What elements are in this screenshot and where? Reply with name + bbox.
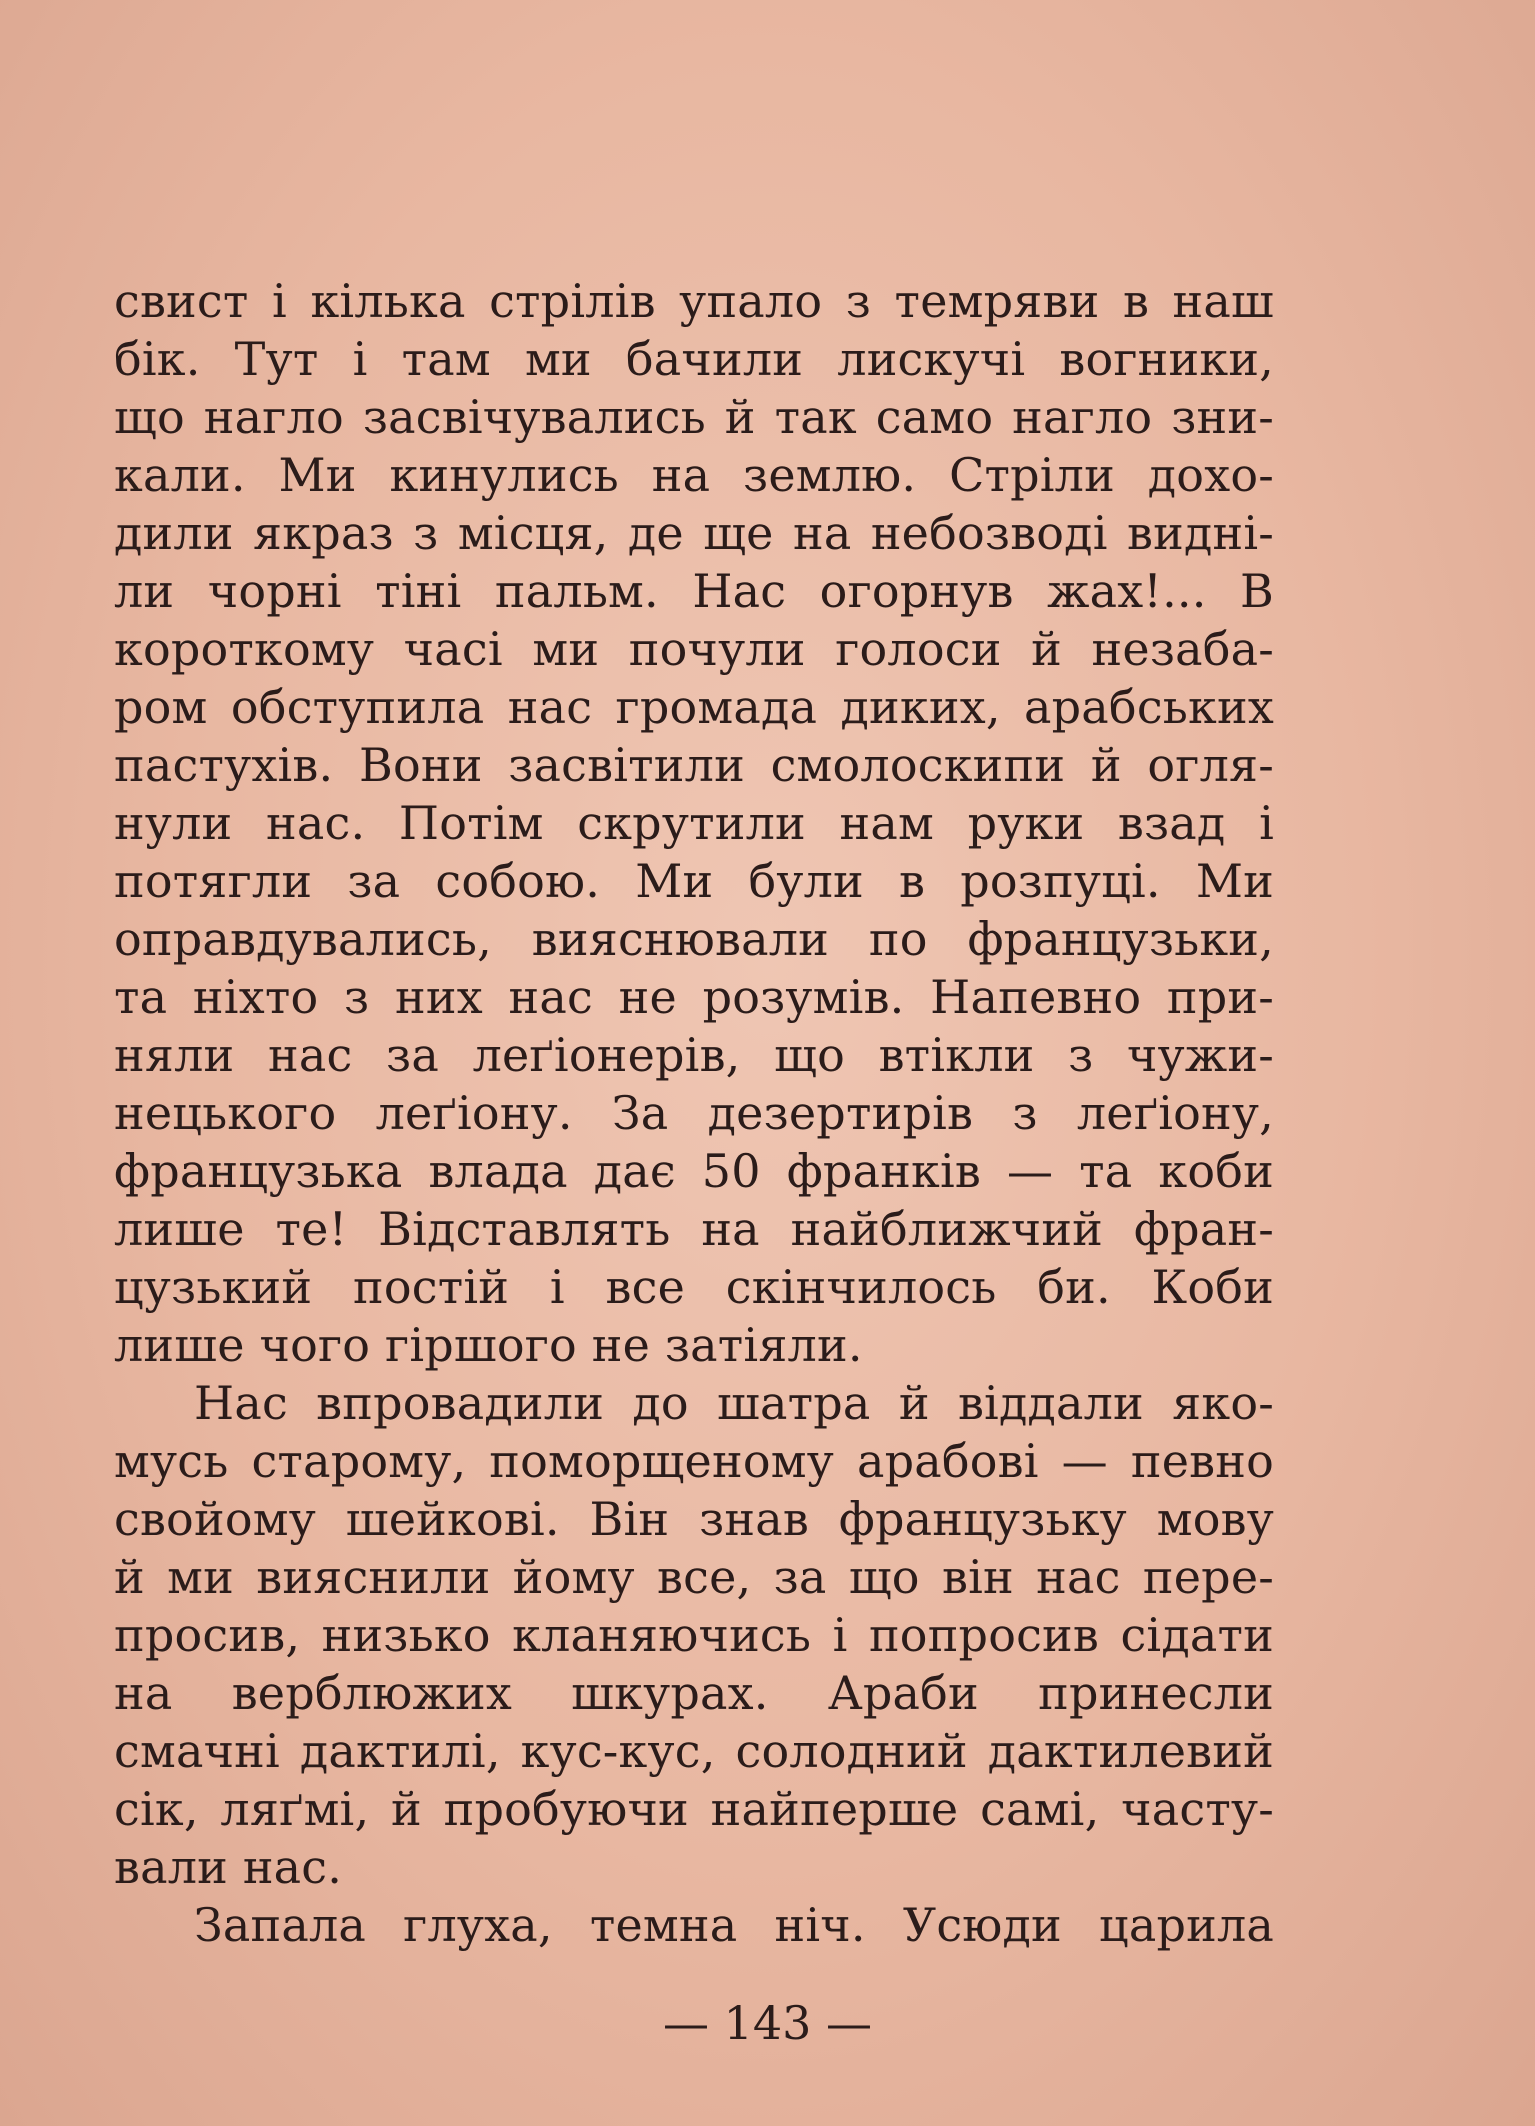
text-line: няли нас за леґіонерів, що втікли з чужи- [114, 1028, 1274, 1082]
text-line: свист і кілька стрілів упало з темряви в наш [114, 274, 1274, 328]
text-line: сік, ляґмі, й пробуючи найперше самі, часту- [114, 1782, 1274, 1836]
text-line: цузький постій і все скінчилось би. Коби [114, 1260, 1274, 1314]
text-line: що нагло засвічувались й так само нагло зни- [114, 390, 1274, 444]
paragraph-start-line: Запала глуха, темна ніч. Усюди царила [194, 1898, 1274, 1952]
text-line: короткому часі ми почули голоси й незаба- [114, 622, 1274, 676]
text-line: свойому шейкові. Він знав французьку мову [114, 1492, 1274, 1546]
text-line: бік. Тут і там ми бачили лискучі вогники, [114, 332, 1274, 386]
text-line: оправдувались, вияснювали по французьки, [114, 912, 1274, 966]
body-text [114, 272, 1274, 1954]
paragraph-start-line: Нас впровадили до шатра й віддали яко- [194, 1376, 1274, 1430]
text-line: французька влада дає 50 франків — та коби [114, 1144, 1274, 1198]
paragraph-end-line: лише чого гіршого не затіяли. [114, 1318, 863, 1372]
paragraph-end-line: вали нас. [114, 1840, 343, 1894]
text-line: кали. Ми кинулись на землю. Стріли дохо- [114, 448, 1274, 502]
text-line: на верблюжих шкурах. Араби принесли [114, 1666, 1274, 1720]
text-line: пастухів. Вони засвітили смолоскипи й огля- [114, 738, 1274, 792]
text-line: лише те! Відставлять на найближчий фран- [114, 1202, 1274, 1256]
text-line: нули нас. Потім скрутили нам руки взад і [114, 796, 1274, 850]
text-line: ли чорні тіні пальм. Нас огорнув жах!... В [114, 564, 1274, 618]
text-line: й ми вияснили йому все, за що він нас пере- [114, 1550, 1274, 1604]
page-number: — 143 — [662, 1996, 873, 2050]
text-line: смачні дактилі, кус-кус, солодний дактилевий [114, 1724, 1274, 1778]
text-line: потягли за собою. Ми були в розпуці. Ми [114, 854, 1274, 908]
text-line: та ніхто з них нас не розумів. Напевно при- [114, 970, 1274, 1024]
text-line: ром обступила нас громада диких, арабських [114, 680, 1274, 734]
text-line: нецького леґіону. За дезертирів з леґіону, [114, 1086, 1274, 1140]
text-line: дили якраз з місця, де ще на небозводі виднi- [114, 506, 1274, 560]
text-line: просив, низько кланяючись і попросив сідати [114, 1608, 1274, 1662]
text-line: мусь старому, поморщеному арабові — певно [114, 1434, 1274, 1488]
